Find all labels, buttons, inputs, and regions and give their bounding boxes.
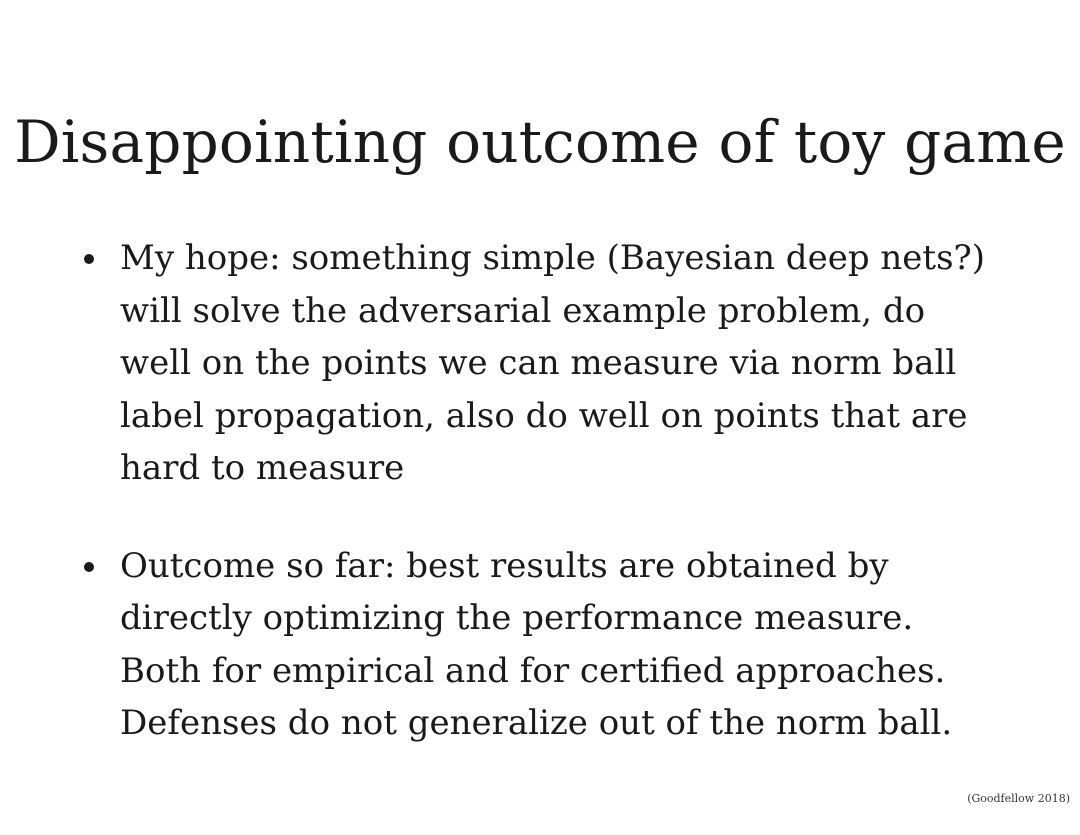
citation: (Goodfellow 2018) [967, 792, 1070, 805]
bullet-item-outcome [84, 540, 1004, 750]
bullet-item-hope [84, 232, 1004, 495]
bullet-text: My hope: something simple (Bayesian deep nets?) will solve the adversarial example problem, do well on the points we can measure via norm ball label propagation, also do well on points that are hard to measure [120, 238, 986, 488]
bullet-dot-icon [84, 254, 94, 264]
bullet-text: Outcome so far: best results are obtained by directly optimizing the performance measure. Both for empirical and for certified approaches. Defenses do not generalize out of the norm ball. [120, 545, 953, 743]
bullet-dot-icon [84, 562, 94, 572]
bullet-list [84, 232, 1004, 750]
slide-title: Disappointing outcome of toy game [14, 108, 1066, 176]
